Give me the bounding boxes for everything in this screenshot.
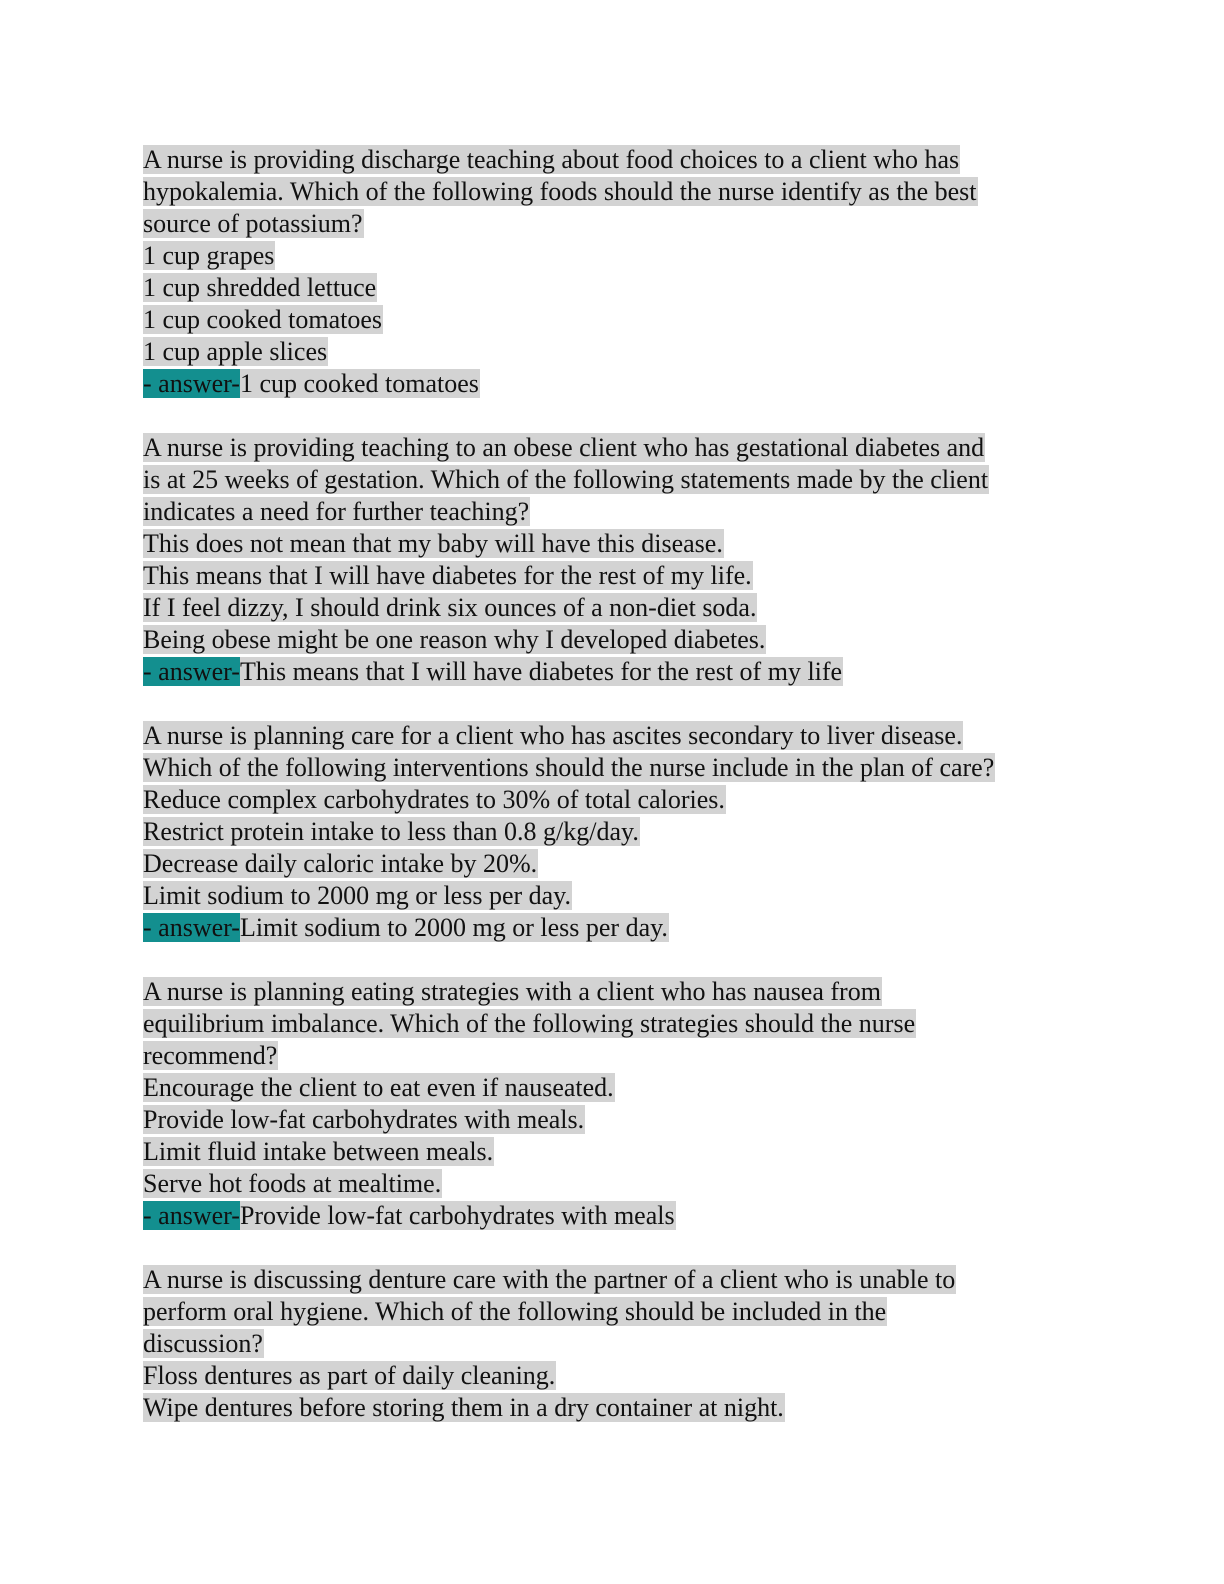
- option-line: This does not mean that my baby will have this disease.: [143, 529, 723, 558]
- option-line: Decrease daily caloric intake by 20%.: [143, 849, 538, 878]
- answer-tag: - answer-: [143, 1201, 240, 1230]
- question-block: [143, 432, 1083, 688]
- answer-line: [143, 912, 1083, 944]
- option-line: 1 cup cooked tomatoes: [143, 305, 382, 334]
- option-line: If I feel dizzy, I should drink six ounces of a non-diet soda.: [143, 593, 757, 622]
- option-line: Encourage the client to eat even if nauseated.: [143, 1073, 614, 1102]
- answer-tag: - answer-: [143, 369, 240, 398]
- option-line: Being obese might be one reason why I developed diabetes.: [143, 625, 766, 654]
- answer-text: Limit sodium to 2000 mg or less per day.: [239, 913, 668, 942]
- question-line: A nurse is discussing denture care with the partner of a client who is unable to: [143, 1265, 956, 1294]
- option-line: Limit fluid intake between meals.: [143, 1137, 494, 1166]
- option-line: Wipe dentures before storing them in a dry container at night.: [143, 1393, 784, 1422]
- answer-line: [143, 368, 1083, 400]
- question-block: [143, 976, 1083, 1232]
- question-line: perform oral hygiene. Which of the following should be included in the: [143, 1297, 887, 1326]
- answer-tag: - answer-: [143, 913, 240, 942]
- option-line: 1 cup grapes: [143, 241, 275, 270]
- question-line: A nurse is planning care for a client who has ascites secondary to liver disease.: [143, 721, 963, 750]
- question-line: equilibrium imbalance. Which of the following strategies should the nurse: [143, 1009, 916, 1038]
- answer-text: 1 cup cooked tomatoes: [239, 369, 479, 398]
- option-line: Restrict protein intake to less than 0.8 g/kg/day.: [143, 817, 639, 846]
- question-line: discussion?: [143, 1329, 263, 1358]
- question-line: Which of the following interventions should the nurse include in the plan of care?: [143, 753, 995, 782]
- question-block: [143, 1264, 1083, 1424]
- option-line: Provide low-fat carbohydrates with meals.: [143, 1105, 585, 1134]
- answer-line: [143, 656, 1083, 688]
- question-line: A nurse is providing discharge teaching about food choices to a client who has: [143, 145, 960, 174]
- answer-text: Provide low-fat carbohydrates with meals: [239, 1201, 675, 1230]
- answer-line: [143, 1200, 1083, 1232]
- option-line: This means that I will have diabetes for the rest of my life.: [143, 561, 752, 590]
- question-block: [143, 720, 1083, 944]
- option-line: Reduce complex carbohydrates to 30% of total calories.: [143, 785, 725, 814]
- question-line: indicates a need for further teaching?: [143, 497, 530, 526]
- option-line: Serve hot foods at mealtime.: [143, 1169, 442, 1198]
- option-line: 1 cup shredded lettuce: [143, 273, 377, 302]
- answer-tag: - answer-: [143, 657, 240, 686]
- document-page: [143, 144, 1083, 1456]
- question-line: recommend?: [143, 1041, 278, 1070]
- question-line: A nurse is planning eating strategies with a client who has nausea from: [143, 977, 881, 1006]
- question-line: hypokalemia. Which of the following foods should the nurse identify as the best: [143, 177, 977, 206]
- option-line: 1 cup apple slices: [143, 337, 328, 366]
- question-line: is at 25 weeks of gestation. Which of the following statements made by the client: [143, 465, 989, 494]
- option-line: Limit sodium to 2000 mg or less per day.: [143, 881, 571, 910]
- question-line: A nurse is providing teaching to an obese client who has gestational diabetes and: [143, 433, 985, 462]
- option-line: Floss dentures as part of daily cleaning.: [143, 1361, 556, 1390]
- answer-text: This means that I will have diabetes for the rest of my life: [239, 657, 843, 686]
- question-block: [143, 144, 1083, 400]
- question-line: source of potassium?: [143, 209, 363, 238]
